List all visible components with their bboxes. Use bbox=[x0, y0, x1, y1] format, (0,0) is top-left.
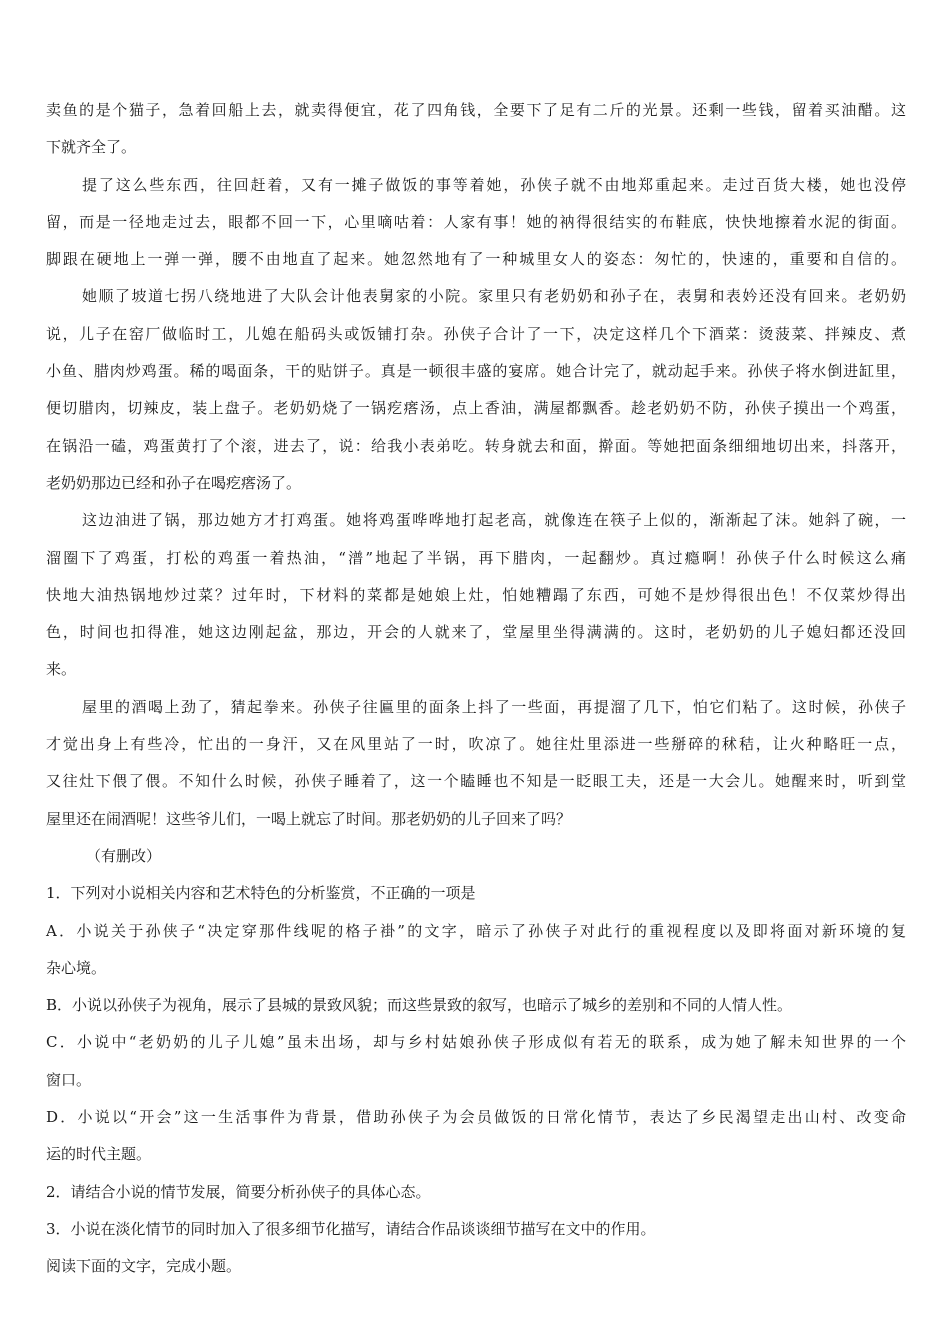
text-line: 屋里还在闹酒呢！这些爷儿们，一喝上就忘了时间。那老奶奶的儿子回来了吗？ bbox=[46, 809, 572, 828]
passage bbox=[46, 92, 906, 875]
option-c bbox=[46, 1024, 906, 1099]
text-line: 色，时间也扣得准，她这边刚起盆，那边，开会的人就来了，堂屋里坐得满满的。这时，老奶奶的儿子媳妇都还没回 bbox=[46, 623, 906, 642]
text-line: 屋里的酒喝上劲了，猜起拳来。孙侠子往匾里的面条上抖了一些面，再提溜了几下，怕它们粘了。这时候，孙侠子 bbox=[82, 697, 906, 716]
text-line: 卖鱼的是个猫子，急着回船上去，就卖得便宜，花了四角钱，全要下了足有二斤的光景。还剩一些钱，留着买油醋。这 bbox=[46, 101, 906, 119]
option-a bbox=[46, 913, 906, 988]
text-line: 快地大油热锅地炒过菜？过年时，下材料的菜都是她娘上灶，怕她糟蹋了东西，可她不是炒得很出色！不仅菜炒得出 bbox=[46, 585, 906, 604]
text-line: 又往灶下偎了偎。不知什么时候，孙侠子睡着了，这一个瞌睡也不知是一眨眼工夫，还是一大会儿。她醒来时，听到堂 bbox=[46, 772, 906, 791]
option-b bbox=[46, 987, 906, 1024]
text-line: 说，儿子在窑厂做临时工，儿媳在船码头或饭铺打杂。孙侠子合计了一下，决定这样几个下酒菜：烫菠菜、拌辣皮、煮 bbox=[46, 324, 906, 343]
option-line: 窗口。 bbox=[46, 1070, 92, 1089]
text-line: 老奶奶那边已经和孙子在喝疙瘩汤了。 bbox=[46, 473, 302, 492]
text-line: 便切腊肉，切辣皮，装上盘子。老奶奶烧了一锅疙瘩汤，点上香油，满屋都飘香。趁老奶奶不防，孙侠子摸出一个鸡蛋， bbox=[46, 399, 906, 418]
document-page bbox=[46, 92, 906, 1286]
question-3: 3．小说在淡化情节的同时加入了很多细节化描写，请结合作品谈谈细节描写在文中的作用。 bbox=[46, 1219, 656, 1238]
text-line: 溜圈下了鸡蛋，打松的鸡蛋一着热油，“潽”地起了半锅，再下腊肉，一起翻炒。真过瘾啊！孙侠子什么时候这么痛 bbox=[46, 548, 906, 567]
text-line: 来。 bbox=[46, 660, 77, 679]
option-line: B．小说以孙侠子为视角，展示了县城的景致风貌；而这些景致的叙写，也暗示了城乡的差别和不同的人情人性。 bbox=[46, 996, 793, 1015]
option-line: 杂心境。 bbox=[46, 958, 107, 977]
passage-paragraph bbox=[46, 92, 906, 167]
option-line: D．小说以“开会”这一生活事件为背景，借助孙侠子为会员做饭的日常化情节，表达了乡民渴望走出山村、改变命 bbox=[46, 1108, 906, 1127]
text-line: 留，而是一径地走过去，眼都不回一下，心里嘀咕着：人家有事！她的衲得很结实的布鞋底，快快地擦着水泥的街面。 bbox=[46, 212, 906, 231]
text-line: 在锅沿一磕，鸡蛋黄打了个滚，进去了，说：给我小表弟吃。转身就去和面，擀面。等她把面条细细地切出来，抖落开， bbox=[46, 436, 906, 455]
text-line: 脚跟在硬地上一弹一弹，腰不由地直了起来。她忽然地有了一种城里女人的姿态：匆忙的，快速的，重要和自信的。 bbox=[46, 250, 906, 269]
option-d bbox=[46, 1099, 906, 1174]
text-line: 下就齐全了。 bbox=[46, 138, 137, 157]
text-line: 这边油进了锅，那边她方才打鸡蛋。她将鸡蛋哗哗地打起老高，就像连在筷子上似的，渐渐起了沫。她斜了碗，一 bbox=[82, 511, 906, 530]
text-line: 小鱼、腊肉炒鸡蛋。稀的喝面条，干的贴饼子。真是一顿很丰盛的宴席。她合计完了，就动起手来。孙侠子将水倒进缸里， bbox=[46, 362, 906, 381]
passage-paragraph bbox=[46, 167, 906, 279]
text-line: 才觉出身上有些冷，忙出的一身汗，又在风里站了一时，吹凉了。她往灶里添进一些掰碎的秫秸，让火种略旺一点， bbox=[46, 735, 906, 754]
option-line: A．小说关于孙侠子“决定穿那件线呢的格子褂”的文字，暗示了孙侠子对此行的重视程度以及即将面对新环境的复 bbox=[46, 921, 906, 940]
questions bbox=[46, 875, 906, 1248]
option-line: C．小说中“老奶奶的儿子儿媳”虽未出场，却与乡村姑娘孙侠子形成似有若无的联系，成为她了解未知世界的一个 bbox=[46, 1033, 906, 1052]
passage-paragraph bbox=[46, 502, 906, 688]
option-line: 运的时代主题。 bbox=[46, 1145, 152, 1164]
text-line: 她顺了坡道七拐八绕地进了大队会计他表舅家的小院。家里只有老奶奶和孙子在，表舅和表妗还没有回来。老奶奶 bbox=[82, 287, 906, 306]
passage-paragraph bbox=[46, 689, 906, 838]
text-line: 提了这么些东西，往回赶着，又有一摊子做饭的事等着她，孙侠子就不由地郑重起来。走过百货大楼，她也没停 bbox=[82, 175, 906, 194]
question-2: 2．请结合小说的情节发展，简要分析孙侠子的具体心态。 bbox=[46, 1182, 431, 1201]
source-note: （有删改） bbox=[86, 846, 162, 865]
passage-paragraph bbox=[46, 278, 906, 502]
question-stem: 1．下列对小说相关内容和艺术特色的分析鉴赏，不正确的一项是 bbox=[46, 884, 476, 903]
next-instruction: 阅读下面的文字，完成小题。 bbox=[46, 1257, 242, 1276]
question-1 bbox=[46, 875, 906, 1173]
